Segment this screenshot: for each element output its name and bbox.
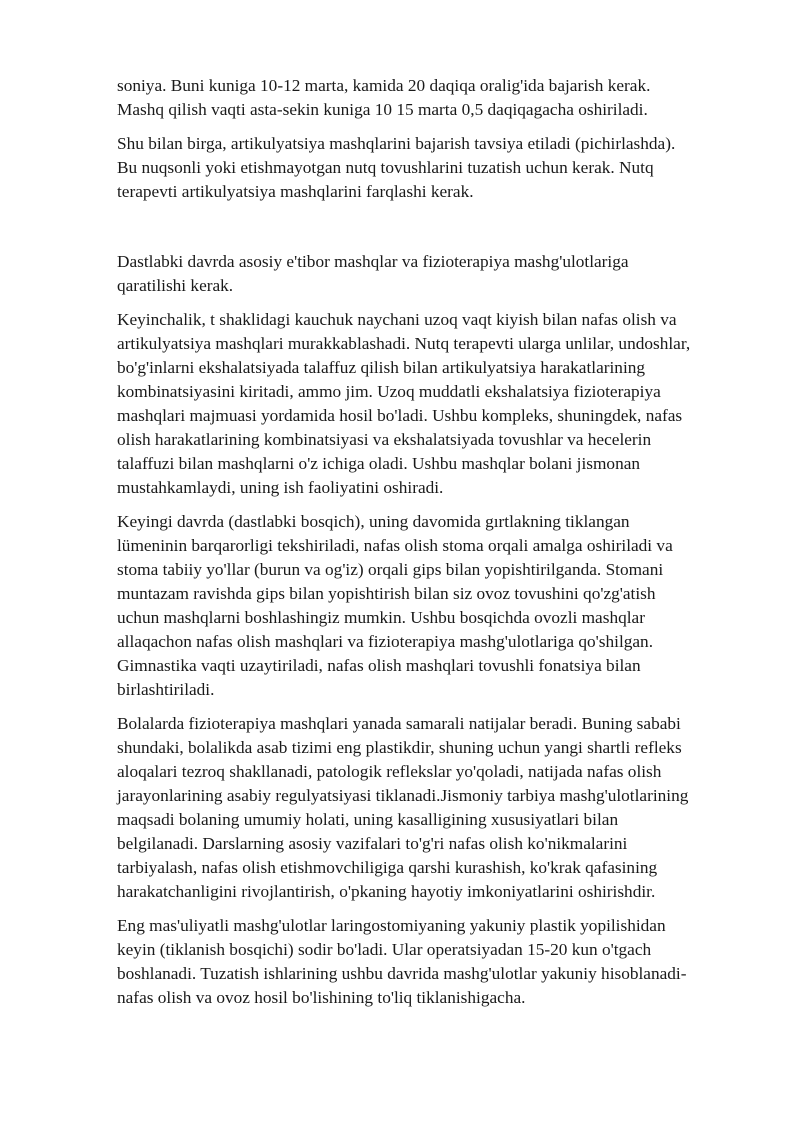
text-line: bo'g'inlarni ekshalatsiyada talaffuz qilish bilan artikulyatsiya harakatlarining [117, 358, 646, 377]
document-page [117, 74, 747, 1020]
text-line: stoma tabiiy yo'llar (burun va og'iz) orqali gips bilan yopishtirilganda. Stomani [117, 560, 664, 579]
text-line: talaffuzi bilan mashqlarni o'z ichiga oladi. Ushbu mashqlar bolani jismonan [117, 454, 641, 473]
text-line: muntazam ravishda gips bilan yopishtirish bilan siz ovoz tovushini qo'zg'atish [117, 584, 656, 603]
text-line: shundaki, bolalikda asab tizimi eng plastikdir, shuning uchun yangi shartli refleks [117, 738, 682, 757]
text-line: keyin (tiklanish bosqichi) sodir bo'ladi. Ular operatsiyadan 15-20 kun o'tgach [117, 940, 652, 959]
text-line: aloqalari tezroq shakllanadi, patologik reflekslar yo'qoladi, natijada nafas olish [117, 762, 662, 781]
text-line: Dastlabki davrda asosiy e'tibor mashqlar va fizioterapiya mashg'ulotlariga [117, 252, 629, 271]
text-line: mashqlari majmuasi yordamida hosil bo'ladi. Ushbu kompleks, shuningdek, nafas [117, 406, 683, 425]
text-line: birlashtiriladi. [117, 680, 215, 699]
text-line: Eng mas'uliyatli mashg'ulotlar laringostomiyaning yakuniy plastik yopilishidan [117, 916, 666, 935]
text-line: belgilanadi. Darslarning asosiy vazifalari to'g'ri nafas olish ko'nikmalarini [117, 834, 628, 853]
text-line: boshlanadi. Tuzatish ishlarining ushbu davrida mashg'ulotlar yakuniy hisoblanadi- [117, 964, 687, 983]
paragraph-6 [117, 712, 747, 904]
paragraph-3 [117, 250, 747, 298]
text-line: lümeninin barqarorligi tekshiriladi, nafas olish stoma orqali amalga oshiriladi va [117, 536, 673, 555]
paragraph-1 [117, 74, 747, 122]
text-line: Shu bilan birga, artikulyatsiya mashqlarini bajarish tavsiya etiladi (pichirlashda). [117, 134, 676, 153]
text-line: nafas olish va ovoz hosil bo'lishining to'liq tiklanishigacha. [117, 988, 526, 1007]
blank-gap [117, 214, 747, 250]
text-line: harakatchanligini rivojlantirish, o'pkaning hayotiy imkoniyatlarini oshirishdir. [117, 882, 656, 901]
paragraph-5 [117, 510, 747, 702]
text-line: olish harakatlarining kombinatsiyasi va ekshalatsiyada tovushlar va hecelerin [117, 430, 652, 449]
text-line: Bu nuqsonli yoki etishmayotgan nutq tovushlarini tuzatish uchun kerak. Nutq [117, 158, 654, 177]
text-line: tarbiyalash, nafas olish etishmovchiligiga qarshi kurashish, ko'krak qafasining [117, 858, 658, 877]
text-line: uchun mashqlarni boshlashingiz mumkin. Ushbu bosqichda ovozli mashqlar [117, 608, 645, 627]
text-line: maqsadi bolaning umumiy holati, uning kasalligining xususiyatlari bilan [117, 810, 619, 829]
text-line: Keyinchalik, t shaklidagi kauchuk naychani uzoq vaqt kiyish bilan nafas olish va [117, 310, 677, 329]
text-line: Gimnastika vaqti uzaytiriladi, nafas olish mashqlari tovushli fonatsiya bilan [117, 656, 641, 675]
text-line: allaqachon nafas olish mashqlari va fizioterapiya mashg'ulotlariga qo'shilgan. [117, 632, 654, 651]
paragraph-2 [117, 132, 747, 204]
text-line: Keyingi davrda (dastlabki bosqich), uning davomida gırtlakning tiklangan [117, 512, 630, 531]
text-line: mustahkamlaydi, uning ish faoliyatini oshiradi. [117, 478, 444, 497]
text-line: kombinatsiyasini kiritadi, ammo jim. Uzoq muddatli ekshalatsiya fizioterapiya [117, 382, 661, 401]
text-line: qaratilishi kerak. [117, 276, 234, 295]
text-line: jarayonlarining asabiy regulyatsiyasi tiklanadi.Jismoniy tarbiya mashg'ulotlarining [117, 786, 689, 805]
text-line: Bolalarda fizioterapiya mashqlari yanada samarali natijalar beradi. Buning sababi [117, 714, 681, 733]
text-line: Mashq qilish vaqti asta-sekin kuniga 10 15 marta 0,5 daqiqagacha oshiriladi. [117, 100, 648, 119]
text-line: terapevti artikulyatsiya mashqlarini farqlashi kerak. [117, 182, 474, 201]
paragraph-4 [117, 308, 747, 500]
paragraph-7 [117, 914, 747, 1010]
text-line: artikulyatsiya mashqlari murakkablashadi. Nutq terapevti ularga unlilar, undoshlar, [117, 334, 691, 353]
text-line: soniya. Buni kuniga 10-12 marta, kamida 20 daqiqa oralig'ida bajarish kerak. [117, 76, 651, 95]
